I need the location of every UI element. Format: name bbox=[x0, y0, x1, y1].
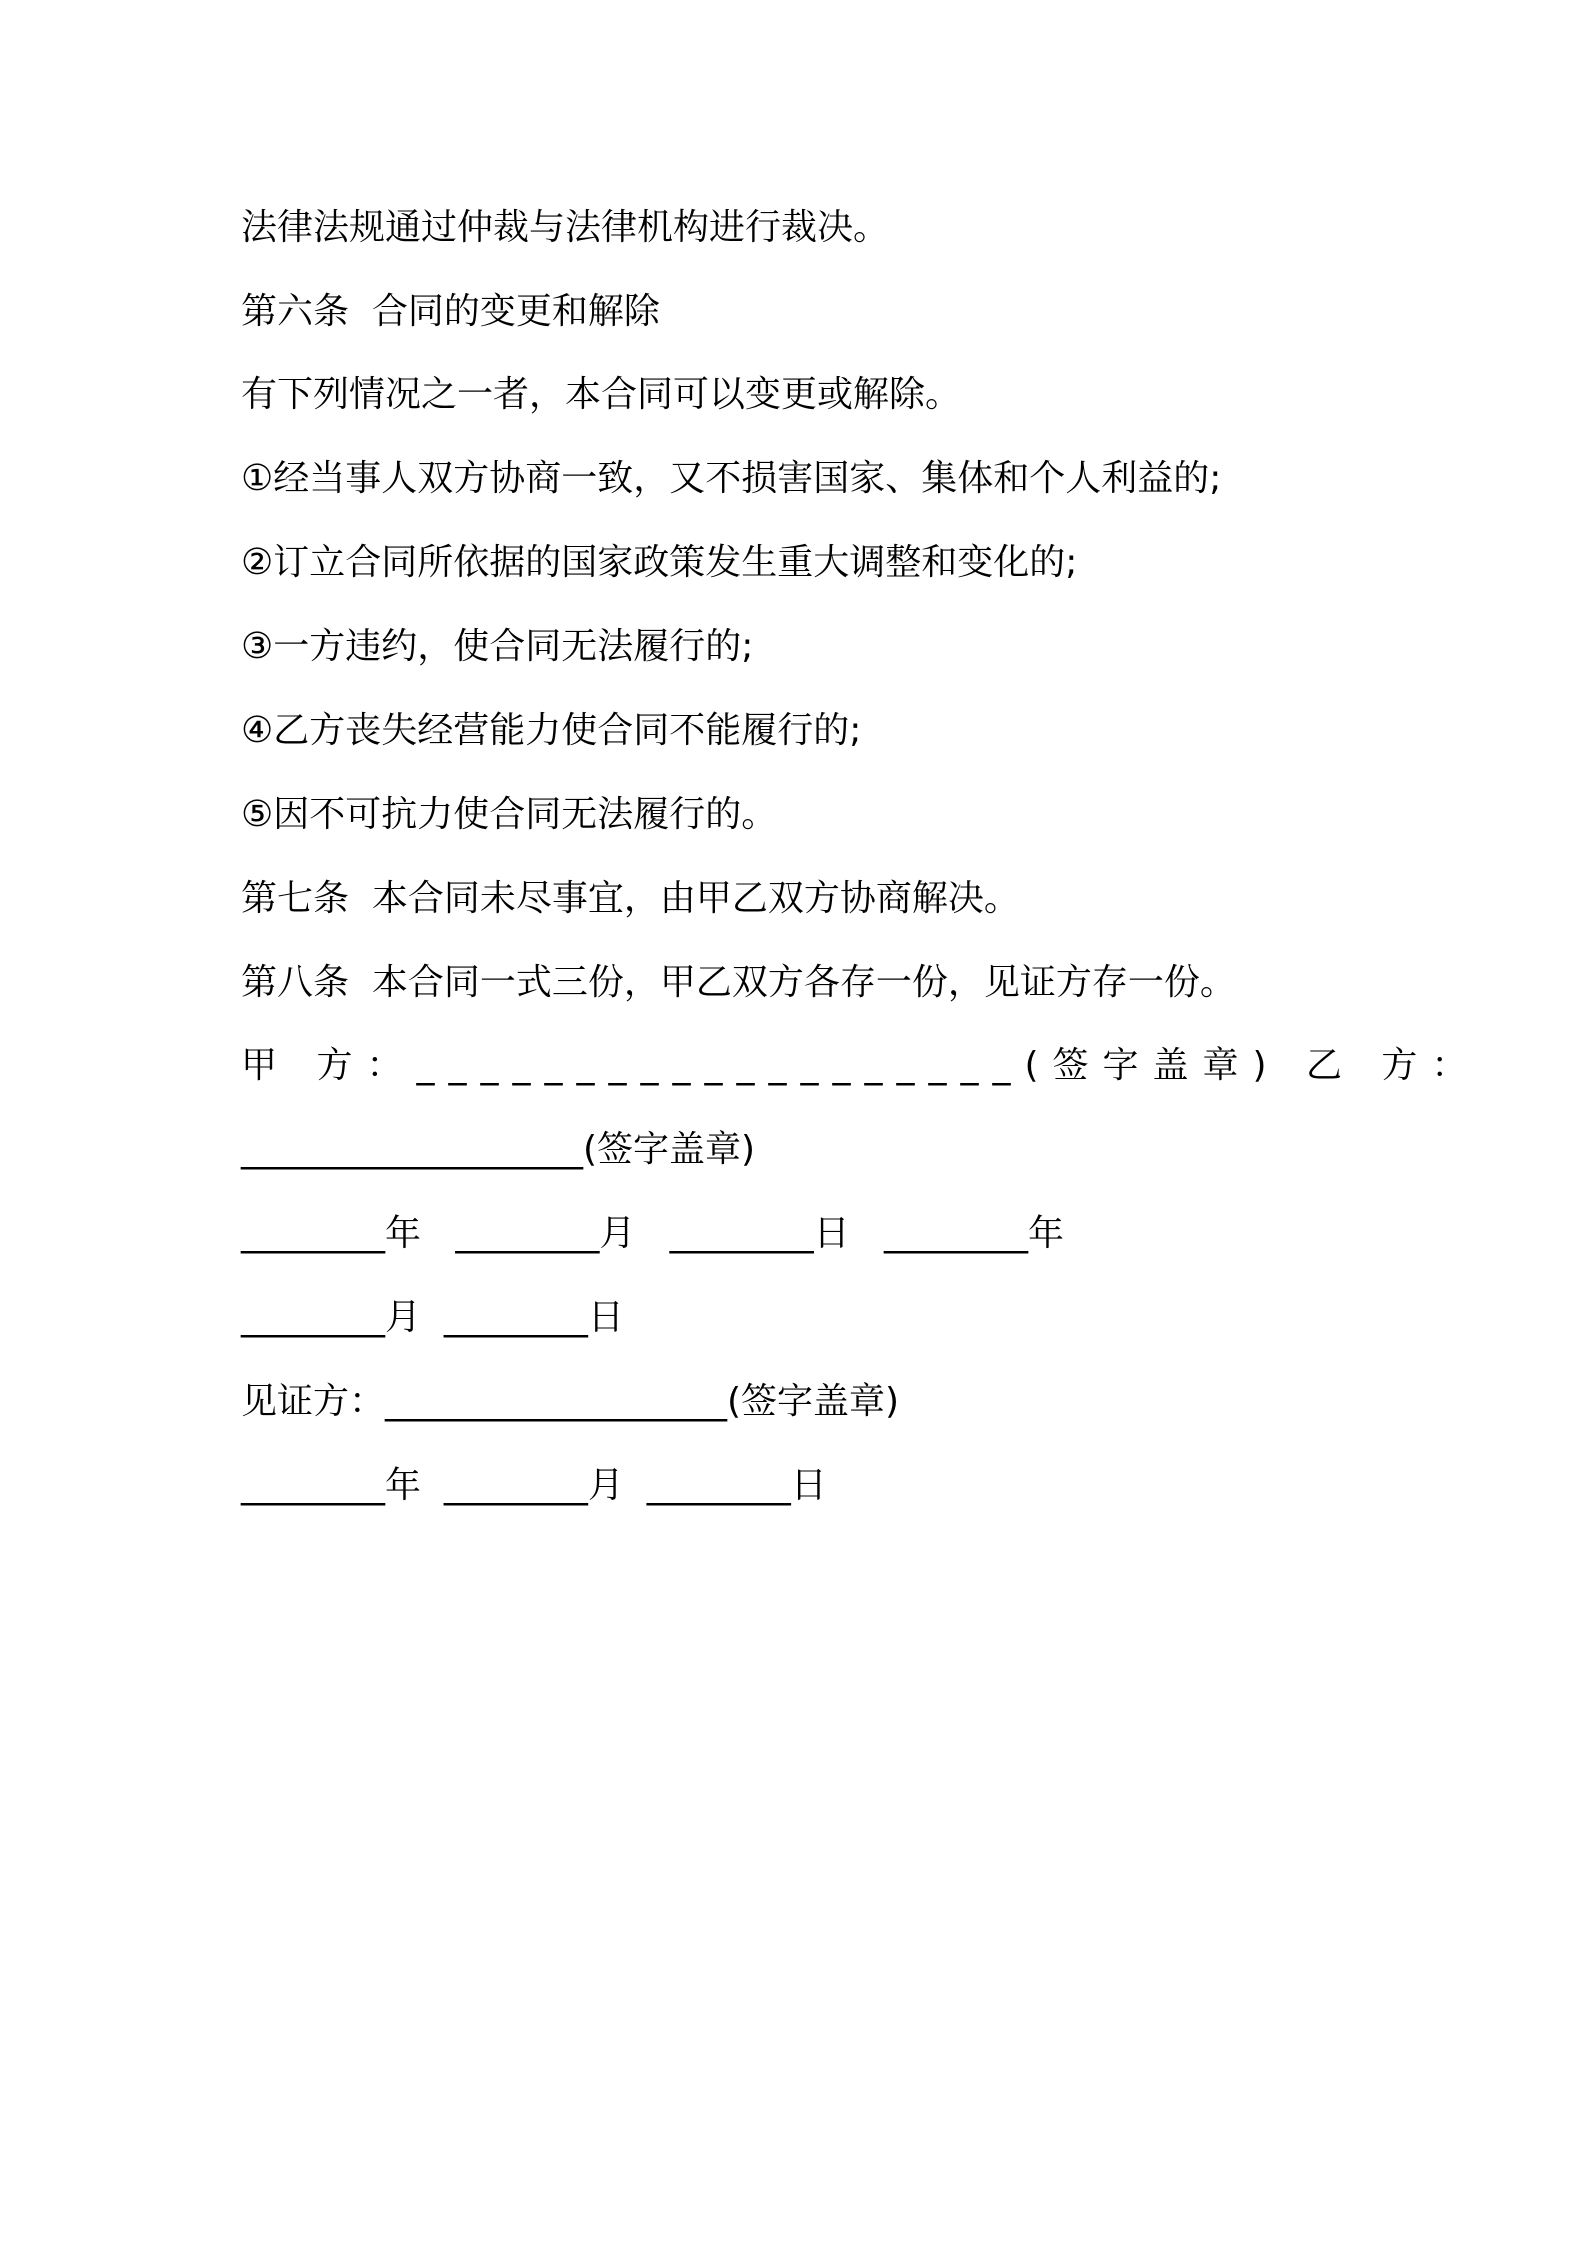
party-b-signature-line: ___________________(签字盖章) bbox=[241, 1129, 756, 1170]
article-7: 第七条 本合同未尽事宜，由甲乙双方协商解决。 bbox=[241, 878, 1020, 919]
date-line-3: ________年 ________月 ________日 bbox=[241, 1465, 827, 1506]
article-8: 第八条 本合同一式三份，甲乙双方各存一份，见证方存一份。 bbox=[241, 962, 1236, 1003]
list-item-1: ①经当事人双方协商一致，又不损害国家、集体和个人利益的; bbox=[241, 458, 1222, 499]
list-item-2: ②订立合同所依据的国家政策发生重大调整和变化的; bbox=[241, 542, 1078, 583]
party-a-signature-line: 甲 方：___________________(签字盖章) 乙 方： bbox=[241, 1045, 1482, 1086]
text-line-3: 有下列情况之一者，本合同可以变更或解除。 bbox=[241, 374, 962, 415]
article-6-heading: 第六条 合同的变更和解除 bbox=[241, 291, 660, 332]
list-item-5: ⑤因不可抗力使合同无法履行的。 bbox=[241, 794, 778, 835]
list-item-3: ③一方违约，使合同无法履行的; bbox=[241, 626, 754, 667]
witness-signature-line: 见证方：___________________(签字盖章) bbox=[241, 1381, 900, 1422]
date-line-2: ________月 ________日 bbox=[241, 1297, 624, 1338]
list-item-4: ④乙方丧失经营能力使合同不能履行的; bbox=[241, 710, 862, 751]
text-line-1: 法律法规通过仲裁与法律机构进行裁决。 bbox=[241, 207, 890, 248]
date-line-1: ________年 ________月 ________日 ________年 bbox=[241, 1213, 1064, 1254]
